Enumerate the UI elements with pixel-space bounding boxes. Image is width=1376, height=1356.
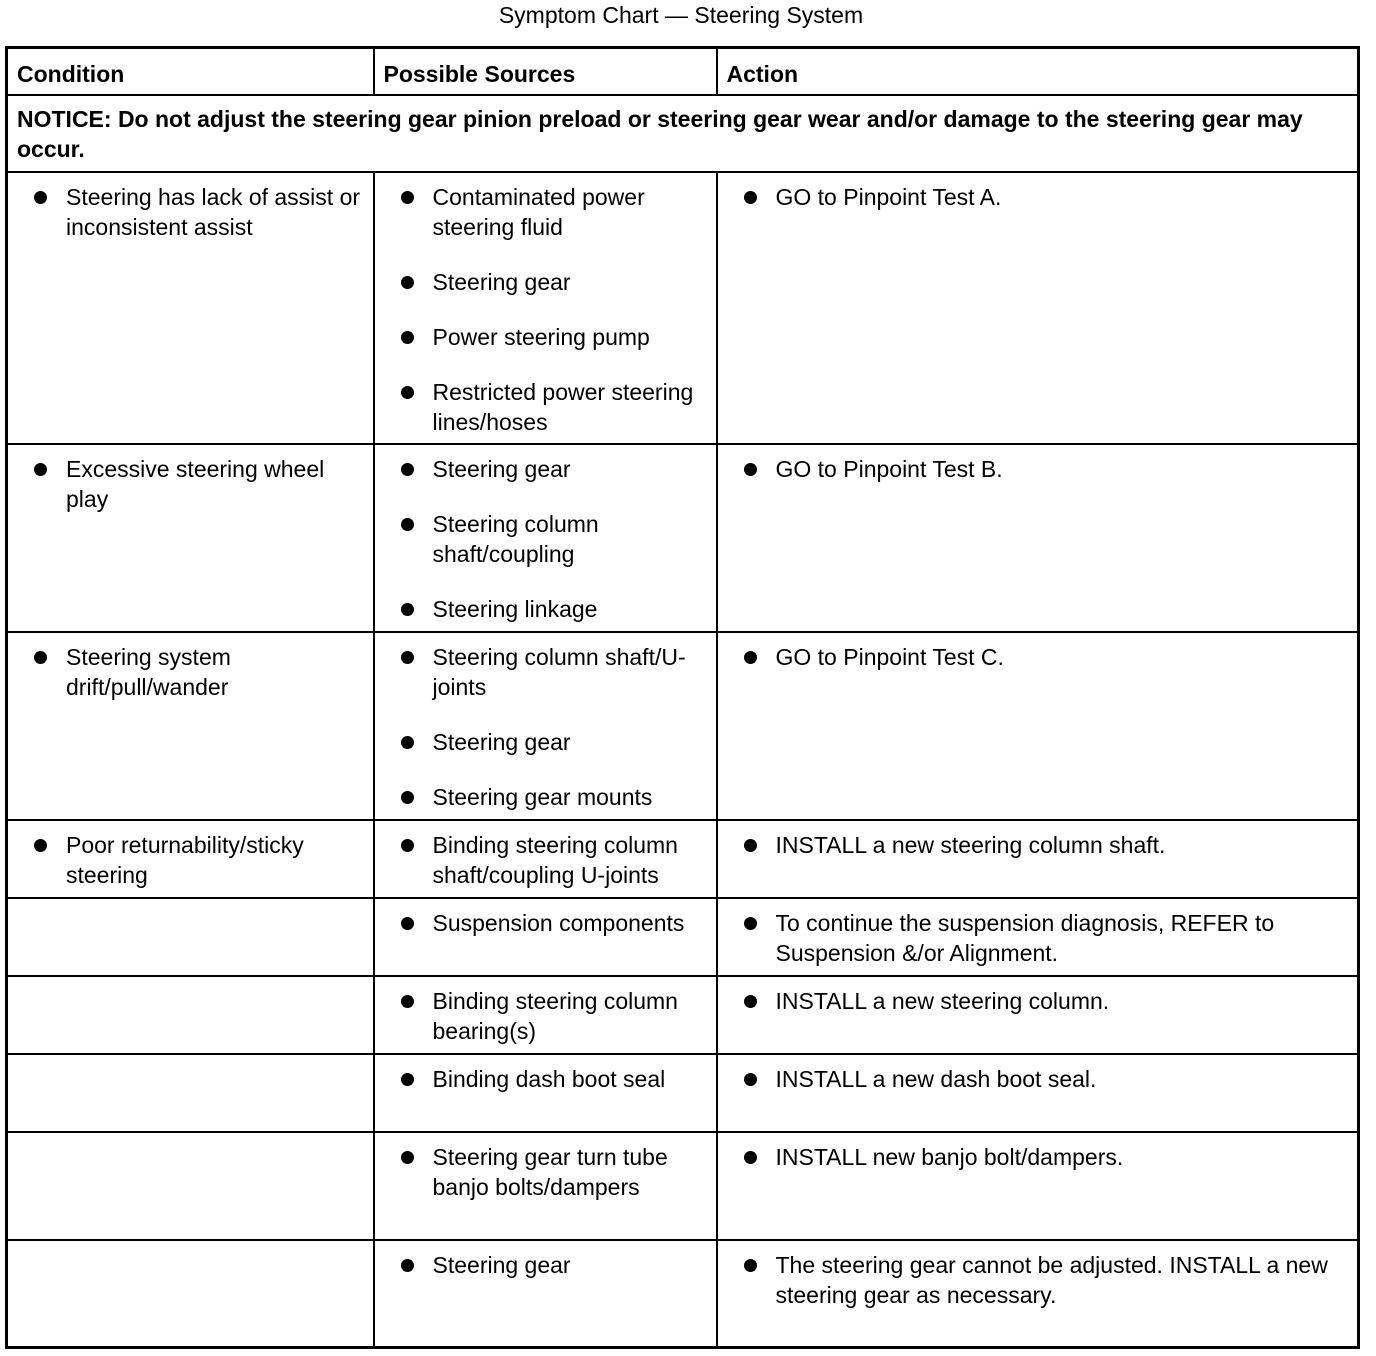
action-cell <box>717 820 1359 898</box>
source-item: Steering linkage <box>375 594 712 624</box>
source-item: Steering gear <box>375 727 712 757</box>
action-cell <box>717 172 1359 444</box>
action-item: GO to Pinpoint Test C. <box>718 642 1354 672</box>
sources-cell <box>374 1240 717 1348</box>
condition-cell <box>7 444 374 632</box>
table-row <box>7 820 1359 898</box>
action-cell <box>717 1132 1359 1240</box>
source-item: Power steering pump <box>375 322 712 352</box>
condition-cell <box>7 820 374 898</box>
table-row <box>7 172 1359 444</box>
table-header-row <box>7 48 1359 95</box>
action-item: INSTALL a new dash boot seal. <box>718 1064 1354 1094</box>
condition-item: Poor returnability/sticky steering <box>8 830 369 890</box>
action-cell <box>717 444 1359 632</box>
action-cell <box>717 1054 1359 1132</box>
notice-row <box>7 95 1359 172</box>
condition-cell-empty <box>7 898 374 976</box>
action-item: INSTALL new banjo bolt/dampers. <box>718 1142 1354 1172</box>
action-item: GO to Pinpoint Test A. <box>718 182 1354 212</box>
action-cell <box>717 898 1359 976</box>
sources-cell <box>374 632 717 820</box>
sources-cell <box>374 1054 717 1132</box>
notice-text: NOTICE: Do not adjust the steering gear pinion preload or steering gear wear and/or damage to the steering gear may occur. <box>7 95 1359 172</box>
sources-cell <box>374 976 717 1054</box>
source-item: Contaminated power steering fluid <box>375 182 712 242</box>
condition-item: Excessive steering wheel play <box>8 454 369 514</box>
sources-cell <box>374 444 717 632</box>
source-item: Steering column shaft/U-joints <box>375 642 712 702</box>
header-possible-sources: Possible Sources <box>374 48 717 95</box>
action-cell <box>717 632 1359 820</box>
source-item: Binding steering column shaft/coupling U-joints <box>375 830 712 890</box>
source-item: Binding dash boot seal <box>375 1064 712 1094</box>
condition-cell-empty <box>7 1132 374 1240</box>
table-row <box>7 1132 1359 1240</box>
source-item: Steering column shaft/coupling <box>375 509 712 569</box>
source-item: Steering gear turn tube banjo bolts/dampers <box>375 1142 712 1202</box>
table-row <box>7 1054 1359 1132</box>
source-item: Steering gear <box>375 267 712 297</box>
action-cell <box>717 1240 1359 1348</box>
header-action: Action <box>717 48 1359 95</box>
condition-cell <box>7 172 374 444</box>
condition-item: Steering has lack of assist or inconsistent assist <box>8 182 369 242</box>
source-item: Suspension components <box>375 908 712 938</box>
action-cell <box>717 976 1359 1054</box>
source-item: Steering gear mounts <box>375 782 712 812</box>
condition-item: Steering system drift/pull/wander <box>8 642 369 702</box>
header-condition: Condition <box>7 48 374 95</box>
table-row <box>7 444 1359 632</box>
sources-cell <box>374 172 717 444</box>
condition-cell-empty <box>7 976 374 1054</box>
table-row <box>7 632 1359 820</box>
sources-cell <box>374 820 717 898</box>
condition-cell <box>7 632 374 820</box>
source-item: Binding steering column bearing(s) <box>375 986 712 1046</box>
condition-cell-empty <box>7 1054 374 1132</box>
table-row <box>7 976 1359 1054</box>
sources-cell <box>374 898 717 976</box>
action-item: To continue the suspension diagnosis, REFER to Suspension &/or Alignment. <box>718 908 1354 968</box>
action-item: INSTALL a new steering column shaft. <box>718 830 1354 860</box>
table-row <box>7 1240 1359 1348</box>
source-item: Steering gear <box>375 1250 712 1280</box>
symptom-chart-table <box>5 46 1360 1349</box>
page-title: Symptom Chart — Steering System <box>498 2 864 28</box>
sources-cell <box>374 1132 717 1240</box>
condition-cell-empty <box>7 1240 374 1348</box>
action-item: GO to Pinpoint Test B. <box>718 454 1354 484</box>
action-item: The steering gear cannot be adjusted. INSTALL a new steering gear as necessary. <box>718 1250 1354 1310</box>
source-item: Steering gear <box>375 454 712 484</box>
action-item: INSTALL a new steering column. <box>718 986 1354 1016</box>
table-row <box>7 898 1359 976</box>
source-item: Restricted power steering lines/hoses <box>375 377 712 437</box>
